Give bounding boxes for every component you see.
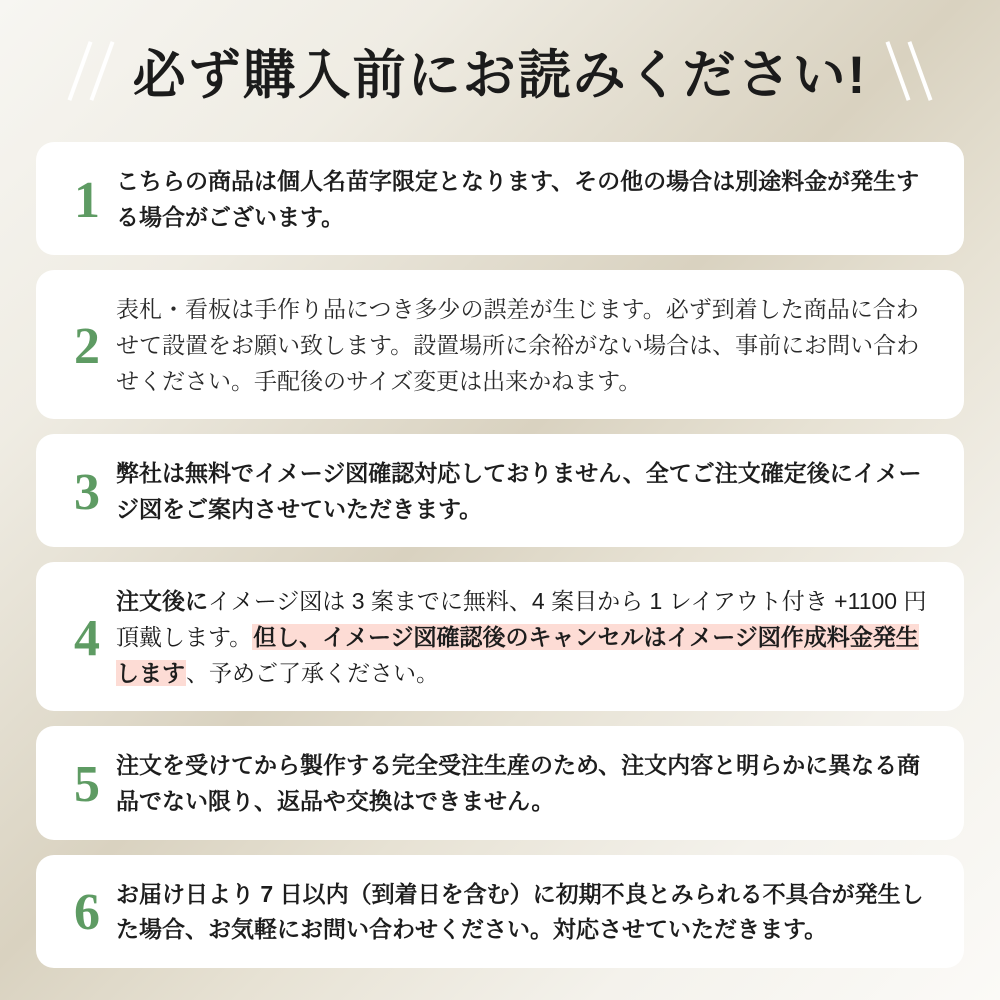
item-text-segment: 注文後に	[116, 588, 208, 615]
notice-list	[0, 142, 1000, 968]
header-banner	[0, 0, 1000, 142]
item-text: こちらの商品は個人名苗字限定となります、その他の場合は別途料金が発生する場合がございます。	[116, 168, 920, 230]
list-item	[36, 726, 964, 839]
item-number: 1	[74, 171, 100, 229]
item-number: 6	[74, 884, 100, 942]
item-text: お届け日より 7 日以内（到着日を含む）に初期不良とみられる不具合が発生した場合、お気軽にお問い合わせください。対応させていただきます。	[116, 880, 924, 943]
item-text: 注文を受けてから製作する完全受注生産のため、注文内容と明らかに異なる商品でない限り、返品や交換はできません。	[116, 752, 921, 815]
item-text-rich	[116, 582, 938, 691]
item-text-highlight: 但し、イメージ図確認後のキャンセルはイメージ図作成料金発生します	[116, 624, 919, 686]
decorative-slash-icon	[886, 41, 911, 101]
item-text: 表札・看板は手作り品につき多少の誤差が生じます。必ず到着した商品に合わせて設置をお願い致します。設置場所に余裕がない場合は、事前にお問い合わせください。手配後のサイズ変更は出来かねます。	[116, 296, 920, 394]
decorative-slash-icon	[90, 41, 115, 101]
item-text-segment: 、予めご了承ください。	[186, 659, 439, 686]
item-text-segment: イメージ図は 3 案までに無料、4 案目から 1 レイアウト付き +1100 円頂戴します。	[116, 588, 927, 651]
list-item	[36, 434, 964, 547]
item-number: 3	[74, 463, 100, 521]
list-item	[36, 270, 964, 419]
list-item	[36, 855, 964, 968]
item-number: 4	[74, 609, 100, 667]
item-number: 2	[74, 317, 100, 375]
item-number: 5	[74, 756, 100, 814]
list-item	[36, 142, 964, 255]
decorative-slash-icon	[68, 41, 93, 101]
item-text: 弊社は無料でイメージ図確認対応しておりません、全てご注文確定後にイメージ図をご案内させていただきます。	[116, 460, 922, 522]
page-title: 必ず購入前にお読みください!	[132, 46, 868, 105]
list-item	[36, 562, 964, 711]
decorative-slash-icon	[908, 41, 933, 101]
